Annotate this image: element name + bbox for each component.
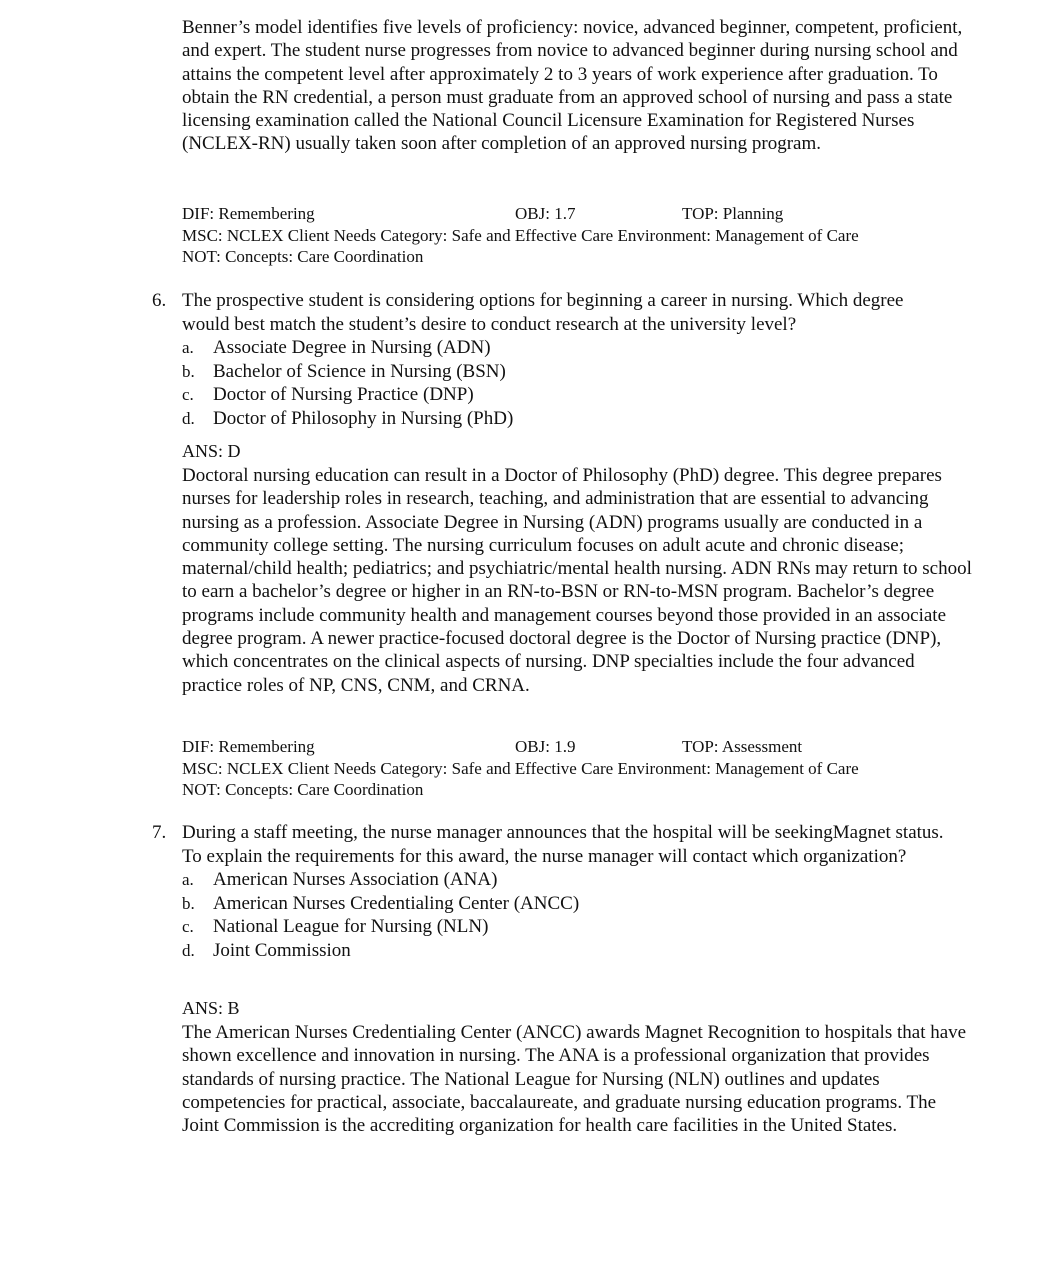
intro-paragraph: Benner’s model identifies five levels of proficiency: novice, advanced beginner, competent, proficient, and expert. The student nurse progresses from novice to advanced beginner during nursing school and attains the competent level after approximately 2 to 3 years of work experience after graduation. To obtain the RN credential, a person must graduate from an approved school of nursing and pass a state licensing examination called the National Council Licensure Examination for Registered Nurses (NCLEX-RN) usually taken soon after completion of an approved nursing program. xyxy=(182,17,963,155)
rationale-paragraph: Doctoral nursing education can result in a Doctor of Philosophy (PhD) degree. This degree prepares nurses for leadership roles in research, teaching, and administration that are essential to advancing nursing as a profession. Associate Degree in Nursing (ADN) programs usually are conducted in a community college setting. The nursing curriculum focuses on adult acute and chronic disease; maternal/child health; pediatrics; and psychiatric/mental health nursing. ADN RNs may return to school to earn a bachelor’s degree or higher in an RN-to-BSN or RN-to-MSN program. Bachelor’s degree programs include community health and management courses beyond those provided in an associate degree program. A newer practice-focused doctoral degree is the Doctor of Nursing practice (DNP), which concentrates on the clinical aspects of nursing. DNP specialties include the four advanced practice roles of NP, CNS, CNM, and CRNA. xyxy=(182,465,972,696)
option-d xyxy=(182,407,972,431)
objective-label: OBJ: 1.7 xyxy=(515,204,576,223)
topic-label: TOP: Planning xyxy=(682,204,784,223)
option-b xyxy=(182,892,972,916)
not-line: NOT: Concepts: Care Coordination xyxy=(182,780,424,799)
answer-label: ANS: D xyxy=(182,441,241,461)
option-text: American Nurses Association (ANA) xyxy=(213,869,498,890)
msc-line: MSC: NCLEX Client Needs Category: Safe and Effective Care Environment: Management of Care xyxy=(182,758,859,778)
meta-block-2 xyxy=(182,736,982,801)
option-b xyxy=(182,360,972,384)
question-number: 7. xyxy=(152,822,167,843)
option-letter: b. xyxy=(182,893,195,913)
option-letter: b. xyxy=(182,361,195,381)
option-a xyxy=(182,336,972,360)
option-letter: c. xyxy=(182,917,194,936)
question-stem: The prospective student is considering options for beginning a career in nursing. Which degree would best match the student’s desire to conduct research at the university level? xyxy=(182,290,904,335)
option-text: Bachelor of Science in Nursing (BSN) xyxy=(213,360,506,382)
difficulty-label: DIF: Remembering xyxy=(182,204,315,223)
msc-line: MSC: NCLEX Client Needs Category: Safe and Effective Care Environment: Management of Care xyxy=(182,225,859,245)
question-number: 6. xyxy=(152,290,167,311)
option-a xyxy=(182,868,972,892)
meta-block-1 xyxy=(182,203,982,268)
option-letter: a. xyxy=(182,338,194,357)
objective-label: OBJ: 1.9 xyxy=(515,737,576,756)
option-text: Doctor of Nursing Practice (DNP) xyxy=(213,384,474,405)
option-text: National League for Nursing (NLN) xyxy=(213,916,489,937)
question-7 xyxy=(152,821,972,962)
option-text: Joint Commission xyxy=(213,939,351,961)
option-letter: c. xyxy=(182,385,194,404)
option-text: Associate Degree in Nursing (ADN) xyxy=(213,337,491,358)
question-6 xyxy=(152,289,972,430)
option-letter: a. xyxy=(182,870,194,889)
option-c xyxy=(182,383,972,407)
option-text: American Nurses Credentialing Center (ANCC) xyxy=(213,892,580,914)
option-letter: d. xyxy=(182,408,195,428)
topic-label: TOP: Assessment xyxy=(682,737,803,756)
option-c xyxy=(182,915,972,939)
not-line: NOT: Concepts: Care Coordination xyxy=(182,247,424,266)
question-stem: During a staff meeting, the nurse manager announces that the hospital will be seekingMagnet status. To explain the requirements for this award, the nurse manager will contact which organization? xyxy=(182,822,944,867)
answer-label: ANS: B xyxy=(182,998,240,1018)
option-letter: d. xyxy=(182,940,195,960)
option-text: Doctor of Philosophy in Nursing (PhD) xyxy=(213,407,514,429)
difficulty-label: DIF: Remembering xyxy=(182,737,315,756)
rationale-paragraph: The American Nurses Credentialing Center (ANCC) awards Magnet Recognition to hospitals that have shown excellence and innovation in nursing. The ANA is a professional organization that provides standards of nursing practice. The National League for Nursing (NLN) outlines and updates competencies for practical, associate, baccalaureate, and graduate nursing education programs. The Joint Commission is the accrediting organization for health care facilities in the United States. xyxy=(182,1022,967,1137)
option-d xyxy=(182,939,972,963)
